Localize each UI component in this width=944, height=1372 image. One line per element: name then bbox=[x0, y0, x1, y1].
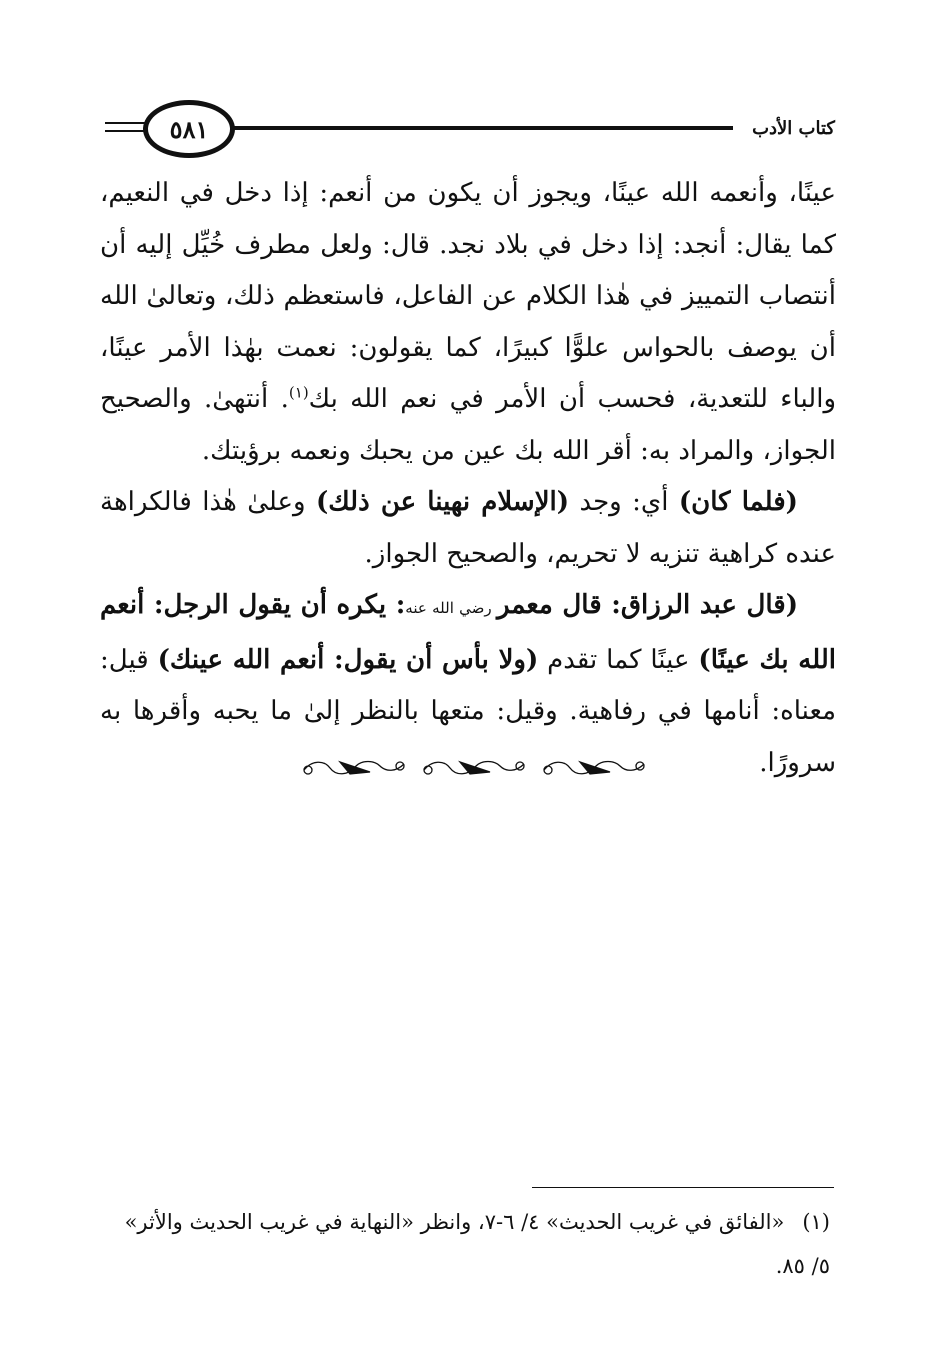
text-segment: وعلىٰ هٰذا فالكراهة عنده كراهية تنزيه لا تحريم، والصحيح الجواز. bbox=[100, 487, 836, 569]
page-header bbox=[105, 100, 835, 160]
bold-segment: (الإسلام نهينا عن ذلك) bbox=[315, 487, 570, 517]
header-rule-left bbox=[105, 122, 145, 124]
text-segment: قيل: معناه: أنامها في رفاهية. وقيل: متعها بالنظر إلىٰ ما يحبه وأقرها به سرورًا. bbox=[100, 644, 836, 778]
bold-segment: (فلما كان) bbox=[678, 487, 798, 517]
bold-segment: (قال عبد الرزاق: قال معمر bbox=[496, 590, 799, 620]
header-rule-left-2 bbox=[105, 130, 145, 132]
bold-segment: (ولا بأس أن يقول: أنعم الله عينك) bbox=[157, 644, 539, 675]
footnote-text: «الفائق في غريب الحديث» ٤/ ٦-٧، وانظر «النهاية في غريب الحديث والأثر» ٥/ ٨٥. bbox=[124, 1210, 830, 1278]
ornament-unit-1 bbox=[304, 762, 404, 775]
main-text bbox=[100, 168, 836, 789]
page-number: ٥٨١ bbox=[143, 100, 235, 158]
paragraph-2 bbox=[100, 477, 836, 580]
footnote-number: (١) bbox=[802, 1210, 830, 1234]
footnote bbox=[100, 1200, 830, 1288]
honorific-glyph: رضي الله عنه bbox=[405, 599, 497, 617]
text-segment: أي: وجد bbox=[569, 487, 679, 517]
text-segment: . أنتهىٰ. والصحيح الجواز، والمراد به: أقر الله بك عين من يحبك ونعمه برؤيتك. bbox=[100, 384, 836, 466]
floral-divider-icon bbox=[300, 752, 654, 782]
bold-segment: : يكره أن يقول الرجل: أنعم الله بك عينًا) bbox=[100, 590, 836, 675]
text-segment: عينًا، وأنعمه الله عينًا، ويجوز أن يكون من أنعم: إذا دخل في النعيم، كما يقال: أنجد: إذا دخل في بلاد نجد. قال: ولعل مطرف خُيِّل إليه أن أنتصاب التمييز في هٰذا الكلام عن الفاعل، فاستعظم ذلك، وتعالىٰ الله أن يوصف بالحواس علوًّا كبيرًا، كما يقولون: نعمت بهٰذا الأمر عينًا، والباء للتعدية، فحسب أن الأمر في نعم الله بك bbox=[100, 178, 837, 414]
running-title: كتاب الأدب bbox=[746, 118, 835, 139]
paragraph-1 bbox=[100, 168, 836, 477]
header-rule-main bbox=[233, 126, 733, 130]
text-segment: عينًا كما تقدم bbox=[538, 644, 699, 675]
footnote-rule bbox=[532, 1187, 834, 1188]
footnote-marker: (١) bbox=[288, 383, 309, 402]
